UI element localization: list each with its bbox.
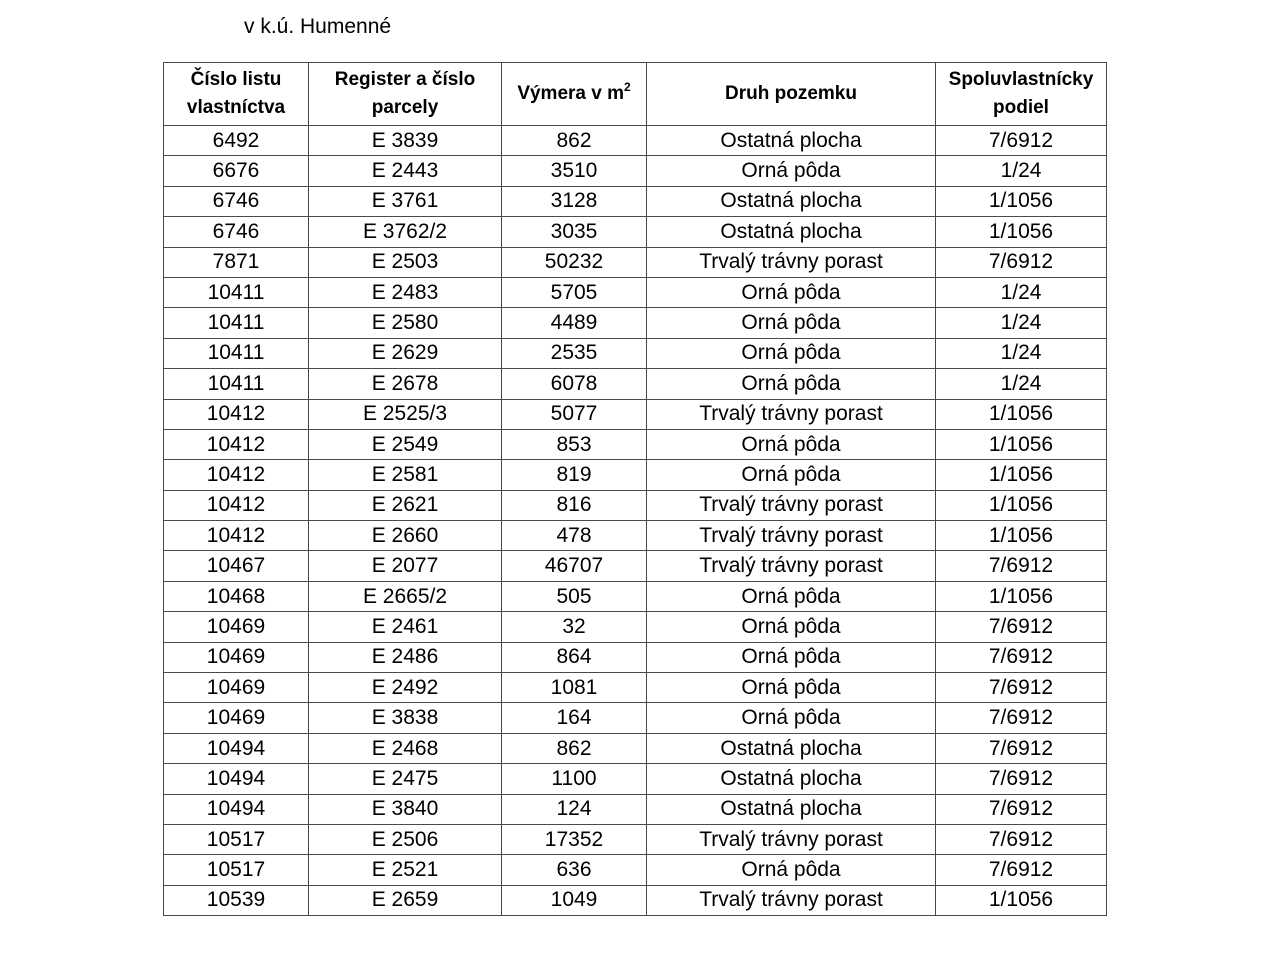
land-type-cell: Orná pôda <box>647 338 936 368</box>
ownership-sheet-number-cell: 10469 <box>164 642 309 672</box>
land-type-cell: Orná pôda <box>647 855 936 885</box>
area-cell: 3128 <box>502 186 647 216</box>
ownership-sheet-number-cell: 10412 <box>164 521 309 551</box>
table-body <box>164 126 1107 916</box>
register-parcel-number-cell: E 2629 <box>309 338 502 368</box>
co-ownership-share-cell: 7/6912 <box>936 551 1107 581</box>
header-land-type-text: Druh pozemku <box>725 83 857 104</box>
land-type-cell: Orná pôda <box>647 460 936 490</box>
co-ownership-share-cell: 1/1056 <box>936 521 1107 551</box>
ownership-sheet-number-cell: 10412 <box>164 429 309 459</box>
land-type-cell: Orná pôda <box>647 156 936 186</box>
table-row <box>164 885 1107 915</box>
area-cell: 1049 <box>502 885 647 915</box>
table-row <box>164 673 1107 703</box>
area-cell: 3510 <box>502 156 647 186</box>
area-cell: 1081 <box>502 673 647 703</box>
cadastral-area-heading: v k.ú. Humenné <box>244 15 392 38</box>
register-parcel-number-cell: E 2492 <box>309 673 502 703</box>
area-cell: 478 <box>502 521 647 551</box>
register-parcel-number-cell: E 3761 <box>309 186 502 216</box>
register-parcel-number-cell: E 2581 <box>309 460 502 490</box>
register-parcel-number-cell: E 2678 <box>309 369 502 399</box>
table-row <box>164 277 1107 307</box>
ownership-sheet-number-cell: 10411 <box>164 308 309 338</box>
area-cell: 5077 <box>502 399 647 429</box>
table-row <box>164 186 1107 216</box>
register-parcel-number-cell: E 2580 <box>309 308 502 338</box>
table-header <box>164 63 1107 126</box>
table-row <box>164 126 1107 156</box>
table-row <box>164 521 1107 551</box>
register-parcel-number-cell: E 2486 <box>309 642 502 672</box>
register-parcel-number-cell: E 3838 <box>309 703 502 733</box>
register-parcel-number-cell: E 2621 <box>309 490 502 520</box>
area-cell: 46707 <box>502 551 647 581</box>
area-cell: 124 <box>502 794 647 824</box>
header-register-parcel-number-line2: parcely <box>371 97 439 118</box>
land-type-cell: Trvalý trávny porast <box>647 399 936 429</box>
co-ownership-share-cell: 1/1056 <box>936 460 1107 490</box>
land-type-cell: Orná pôda <box>647 581 936 611</box>
land-type-cell: Orná pôda <box>647 642 936 672</box>
header-co-ownership-share-line2: podiel <box>993 97 1049 118</box>
ownership-sheet-number-cell: 6492 <box>164 126 309 156</box>
register-parcel-number-cell: E 3762/2 <box>309 217 502 247</box>
co-ownership-share-cell: 7/6912 <box>936 824 1107 854</box>
table-row <box>164 733 1107 763</box>
ownership-sheet-number-cell: 10412 <box>164 490 309 520</box>
land-type-cell: Ostatná plocha <box>647 126 936 156</box>
table-row <box>164 855 1107 885</box>
land-type-cell: Trvalý trávny porast <box>647 551 936 581</box>
land-type-cell: Trvalý trávny porast <box>647 824 936 854</box>
co-ownership-share-cell: 1/24 <box>936 369 1107 399</box>
co-ownership-share-cell: 7/6912 <box>936 794 1107 824</box>
register-parcel-number-cell: E 2468 <box>309 733 502 763</box>
co-ownership-share-cell: 7/6912 <box>936 764 1107 794</box>
area-cell: 636 <box>502 855 647 885</box>
header-row <box>164 63 1107 126</box>
ownership-sheet-number-cell: 10539 <box>164 885 309 915</box>
ownership-sheet-number-cell: 10468 <box>164 581 309 611</box>
header-area-text: Výmera v m <box>517 83 624 104</box>
land-type-cell: Orná pôda <box>647 612 936 642</box>
table-row <box>164 156 1107 186</box>
area-cell: 32 <box>502 612 647 642</box>
header-ownership-sheet-number <box>164 63 309 126</box>
co-ownership-share-cell: 1/24 <box>936 338 1107 368</box>
co-ownership-share-cell: 1/24 <box>936 156 1107 186</box>
co-ownership-share-cell: 1/1056 <box>936 217 1107 247</box>
table-row <box>164 764 1107 794</box>
register-parcel-number-cell: E 2521 <box>309 855 502 885</box>
header-co-ownership-share <box>936 63 1107 126</box>
register-parcel-number-cell: E 2443 <box>309 156 502 186</box>
ownership-sheet-number-cell: 6746 <box>164 217 309 247</box>
area-cell: 862 <box>502 733 647 763</box>
area-cell: 2535 <box>502 338 647 368</box>
register-parcel-number-cell: E 2659 <box>309 885 502 915</box>
co-ownership-share-cell: 1/1056 <box>936 186 1107 216</box>
land-type-cell: Orná pôda <box>647 277 936 307</box>
co-ownership-share-cell: 7/6912 <box>936 855 1107 885</box>
area-cell: 862 <box>502 126 647 156</box>
register-parcel-number-cell: E 2506 <box>309 824 502 854</box>
area-cell: 853 <box>502 429 647 459</box>
land-type-cell: Ostatná plocha <box>647 794 936 824</box>
ownership-sheet-number-cell: 7871 <box>164 247 309 277</box>
area-cell: 864 <box>502 642 647 672</box>
table-row <box>164 399 1107 429</box>
register-parcel-number-cell: E 3839 <box>309 126 502 156</box>
land-type-cell: Ostatná plocha <box>647 217 936 247</box>
co-ownership-share-cell: 7/6912 <box>936 247 1107 277</box>
ownership-sheet-number-cell: 10467 <box>164 551 309 581</box>
register-parcel-number-cell: E 2483 <box>309 277 502 307</box>
register-parcel-number-cell: E 2077 <box>309 551 502 581</box>
land-type-cell: Orná pôda <box>647 369 936 399</box>
co-ownership-share-cell: 1/1056 <box>936 490 1107 520</box>
table-row <box>164 612 1107 642</box>
co-ownership-share-cell: 7/6912 <box>936 733 1107 763</box>
land-type-cell: Ostatná plocha <box>647 764 936 794</box>
ownership-sheet-number-cell: 6676 <box>164 156 309 186</box>
area-cell: 5705 <box>502 277 647 307</box>
table-row <box>164 429 1107 459</box>
header-area-superscript: 2 <box>624 80 631 94</box>
header-register-parcel-number-line1: Register a číslo <box>334 69 476 90</box>
ownership-sheet-number-cell: 10494 <box>164 764 309 794</box>
ownership-sheet-number-cell: 10411 <box>164 369 309 399</box>
land-type-cell: Orná pôda <box>647 703 936 733</box>
table-row <box>164 247 1107 277</box>
register-parcel-number-cell: E 2503 <box>309 247 502 277</box>
register-parcel-number-cell: E 2665/2 <box>309 581 502 611</box>
land-type-cell: Ostatná plocha <box>647 186 936 216</box>
register-parcel-number-cell: E 2660 <box>309 521 502 551</box>
area-cell: 50232 <box>502 247 647 277</box>
area-cell: 17352 <box>502 824 647 854</box>
co-ownership-share-cell: 7/6912 <box>936 612 1107 642</box>
co-ownership-share-cell: 7/6912 <box>936 703 1107 733</box>
ownership-sheet-number-cell: 10517 <box>164 824 309 854</box>
register-parcel-number-cell: E 2475 <box>309 764 502 794</box>
land-type-cell: Orná pôda <box>647 429 936 459</box>
ownership-sheet-number-cell: 10469 <box>164 703 309 733</box>
co-ownership-share-cell: 7/6912 <box>936 126 1107 156</box>
area-cell: 6078 <box>502 369 647 399</box>
header-ownership-sheet-number-line2: vlastníctva <box>186 97 286 118</box>
header-ownership-sheet-number-line1: Číslo listu <box>190 69 282 90</box>
area-cell: 816 <box>502 490 647 520</box>
ownership-sheet-number-cell: 10411 <box>164 277 309 307</box>
register-parcel-number-cell: E 2461 <box>309 612 502 642</box>
header-register-parcel-number <box>309 63 502 126</box>
area-cell: 819 <box>502 460 647 490</box>
ownership-sheet-number-cell: 10494 <box>164 733 309 763</box>
table-row <box>164 551 1107 581</box>
table-row <box>164 794 1107 824</box>
land-type-cell: Trvalý trávny porast <box>647 247 936 277</box>
ownership-sheet-number-cell: 10494 <box>164 794 309 824</box>
co-ownership-share-cell: 1/1056 <box>936 885 1107 915</box>
header-co-ownership-share-line1: Spoluvlastnícky <box>948 69 1094 90</box>
ownership-sheet-number-cell: 6746 <box>164 186 309 216</box>
co-ownership-share-cell: 1/24 <box>936 277 1107 307</box>
ownership-sheet-number-cell: 10517 <box>164 855 309 885</box>
co-ownership-share-cell: 7/6912 <box>936 642 1107 672</box>
table-row <box>164 460 1107 490</box>
header-area <box>502 63 647 126</box>
table-row <box>164 490 1107 520</box>
ownership-sheet-number-cell: 10412 <box>164 460 309 490</box>
table-row <box>164 308 1107 338</box>
area-cell: 164 <box>502 703 647 733</box>
ownership-sheet-number-cell: 10469 <box>164 612 309 642</box>
co-ownership-share-cell: 1/24 <box>936 308 1107 338</box>
area-cell: 505 <box>502 581 647 611</box>
register-parcel-number-cell: E 2525/3 <box>309 399 502 429</box>
co-ownership-share-cell: 1/1056 <box>936 581 1107 611</box>
table-row <box>164 369 1107 399</box>
co-ownership-share-cell: 7/6912 <box>936 673 1107 703</box>
land-type-cell: Ostatná plocha <box>647 733 936 763</box>
table-row <box>164 338 1107 368</box>
table-row <box>164 703 1107 733</box>
land-type-cell: Trvalý trávny porast <box>647 521 936 551</box>
parcel-table <box>163 62 1107 916</box>
table-row <box>164 642 1107 672</box>
register-parcel-number-cell: E 2549 <box>309 429 502 459</box>
area-cell: 3035 <box>502 217 647 247</box>
co-ownership-share-cell: 1/1056 <box>936 429 1107 459</box>
land-type-cell: Orná pôda <box>647 673 936 703</box>
register-parcel-number-cell: E 3840 <box>309 794 502 824</box>
land-type-cell: Trvalý trávny porast <box>647 885 936 915</box>
ownership-sheet-number-cell: 10469 <box>164 673 309 703</box>
table-row <box>164 217 1107 247</box>
area-cell: 4489 <box>502 308 647 338</box>
land-type-cell: Trvalý trávny porast <box>647 490 936 520</box>
table-row <box>164 824 1107 854</box>
ownership-sheet-number-cell: 10411 <box>164 338 309 368</box>
table-row <box>164 581 1107 611</box>
land-type-cell: Orná pôda <box>647 308 936 338</box>
co-ownership-share-cell: 1/1056 <box>936 399 1107 429</box>
header-land-type <box>647 63 936 126</box>
area-cell: 1100 <box>502 764 647 794</box>
ownership-sheet-number-cell: 10412 <box>164 399 309 429</box>
